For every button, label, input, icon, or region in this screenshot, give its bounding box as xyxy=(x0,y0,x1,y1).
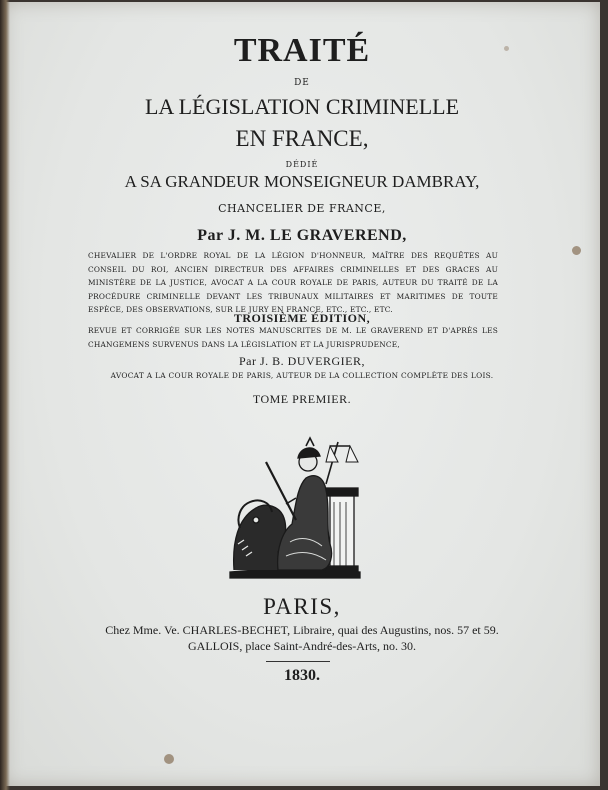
edition-note: REVUE ET CORRIGÉE SUR LES NOTES MANUSCRITES DE M. LE GRAVEREND ET D'APRÈS LES CHANGEMENS SURVENUS DANS LA LÉGISLATION ET LA JURISPRUDENCE, xyxy=(88,326,498,349)
title-line-2: EN FRANCE, xyxy=(235,126,369,151)
main-title: TRAITÉ xyxy=(233,32,371,69)
author-name: Par J. M. LE GRAVEREND, xyxy=(197,227,407,244)
title-connector: DE xyxy=(294,78,310,88)
page-binding-edge xyxy=(0,0,10,790)
editor-titles: AVOCAT A LA COUR ROYALE DE PARIS, AUTEUR DE LA COLLECTION COMPLÈTE DES LOIS. xyxy=(110,371,494,380)
title-page xyxy=(4,2,600,786)
dedication-label: DÉDIÉ xyxy=(285,160,319,169)
author-titles: CHEVALIER DE L'ORDRE ROYAL DE LA LÉGION D'HONNEUR, MAÎTRE DES REQUÊTES AU CONSEIL DU ROI, ANCIEN DIRECTEUR DES AFFAIRES CRIMINELLES ET DES GRACES AU MINISTÈRE DE LA JUSTICE, AVOCAT A LA COUR ROYALE DE PARIS, AUTEUR DU TRAITÉ DE LA PROCÉDURE CRIMINELLE DEVANT LES TRIBUNAUX MILITAIRES ET MARITIMES DE TOUTE ESPÈCE, DES OBSERVATIONS, SUR LE JURY EN FRANCE, ETC., ETC., ETC. xyxy=(88,251,498,314)
dedication-office: CHANCELIER DE FRANCE, xyxy=(218,202,386,215)
edition-label: TROISIÈME ÉDITION, xyxy=(233,311,371,325)
foxing-spot xyxy=(572,246,581,255)
imprint-publisher-2: GALLOIS, place Saint-André-des-Arts, no. 30. xyxy=(188,639,416,653)
title-line-1: LA LÉGISLATION CRIMINELLE xyxy=(144,94,460,119)
justice-lion-vignette-icon xyxy=(226,432,366,580)
volume-label: TOME PREMIER. xyxy=(252,392,352,406)
dedication-recipient: A SA GRANDEUR MONSEIGNEUR DAMBRAY, xyxy=(124,172,480,191)
foxing-spot xyxy=(504,46,509,51)
imprint-publisher-1: Chez Mme. Ve. CHARLES-BECHET, Libraire, quai des Augustins, nos. 57 et 59. xyxy=(105,623,499,637)
editor-name: Par J. B. DUVERGIER, xyxy=(239,354,365,368)
imprint-divider xyxy=(266,661,330,662)
publication-year: 1830. xyxy=(284,667,320,684)
foxing-spot xyxy=(164,754,174,764)
imprint-city: PARIS, xyxy=(263,594,341,619)
